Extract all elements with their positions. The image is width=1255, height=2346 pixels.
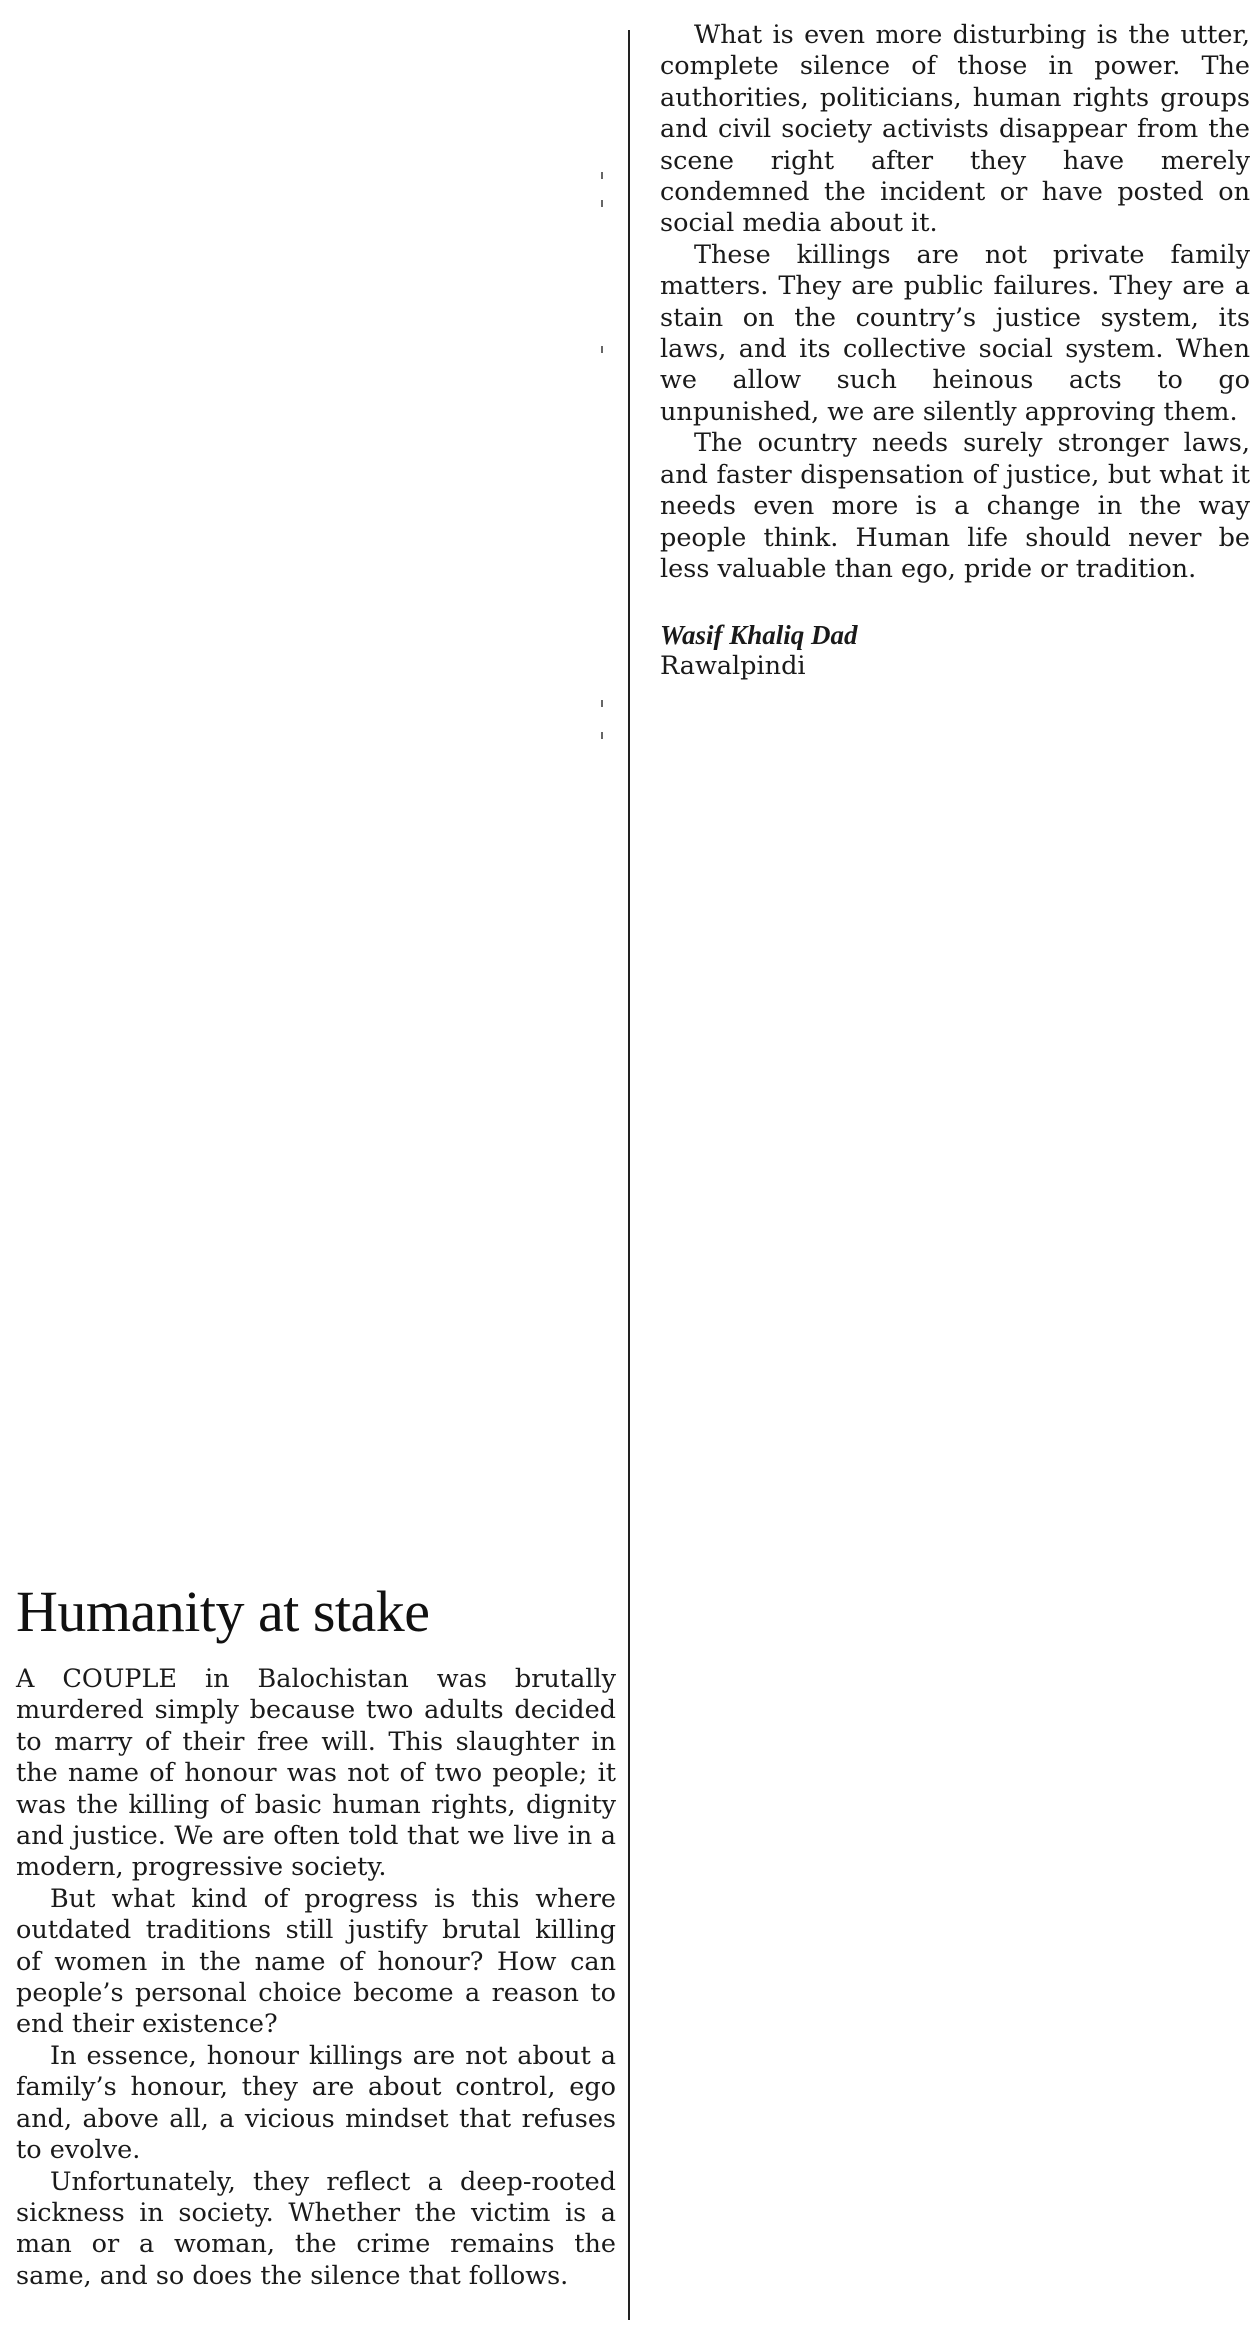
margin-mark xyxy=(601,732,603,739)
column-divider xyxy=(628,30,630,2320)
margin-mark xyxy=(601,700,603,707)
letter-paragraph: These killings are not private family matters. They are public failures. They are a stain on the country’s justice system, its laws, and its collective social system. When we allow such heinous acts to go unpunished, we are silently approving them. xyxy=(660,239,1250,427)
margin-mark xyxy=(601,346,603,353)
letter-paragraph: Unfortunately, they reflect a deep-rooted sickness in society. Whether the victim is a man or a woman, the crime remains the same, and so does the silence that follows. xyxy=(16,2166,616,2291)
margin-mark xyxy=(601,172,603,179)
margin-mark xyxy=(601,200,603,207)
letter-paragraph: But what kind of progress is this where outdated traditions still justify brutal killing of women in the name of honour? How can people’s personal choice become a reason to end their existence? xyxy=(16,1883,616,2040)
letter-paragraph: What is even more disturbing is the utter, complete silence of those in power. The authorities, politicians, human rights groups and civil society activists disappear from the scene right after they have merely condemned the incident or have posted on social media about it. xyxy=(660,20,1250,239)
letter-paragraph: The ocuntry needs surely stronger laws, and faster dispensation of justice, but what it needs even more is a change in the way people think. Human life should never be less valuable than ego, pride or tradition. xyxy=(660,428,1250,584)
letter-paragraph: In essence, honour killings are not about a family’s honour, they are about control, ego and, above all, a vicious mindset that refuses to evolve. xyxy=(16,2040,616,2166)
left-column xyxy=(16,1578,616,2292)
author-name: Wasif Khaliq Dad xyxy=(660,620,858,651)
right-column xyxy=(660,20,1250,683)
letter-paragraph: A COUPLE in Balochistan was brutally murdered simply because two adults decided to marry of their free will. This slaughter in the name of honour was not of two people; it was the killing of basic human rights, dignity and justice. We are often told that we live in a modern, progressive society. xyxy=(16,1664,616,1883)
author-location: Rawalpindi xyxy=(660,651,806,682)
letter-headline: Humanity at stake xyxy=(16,1579,430,1644)
